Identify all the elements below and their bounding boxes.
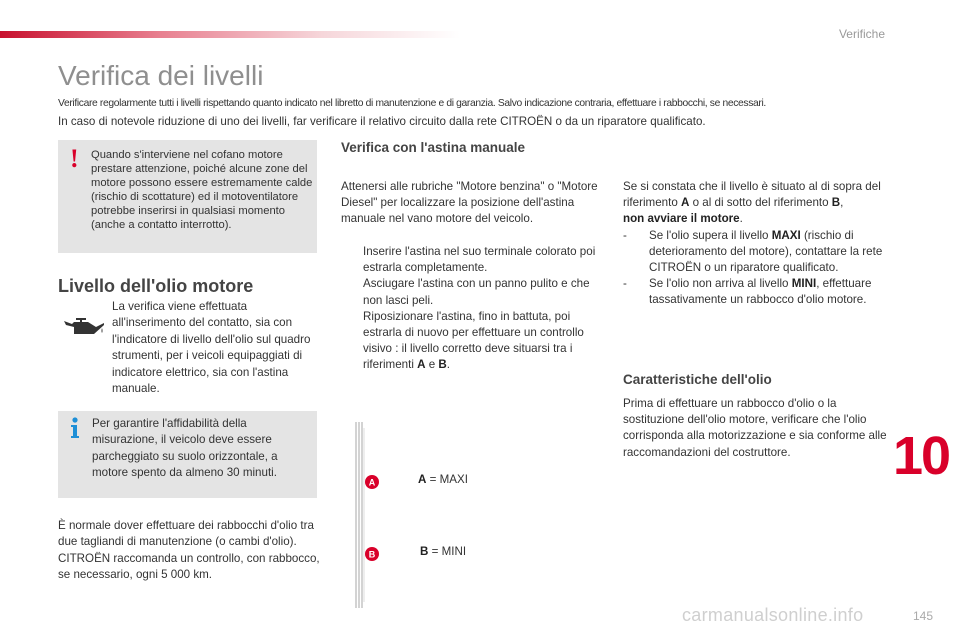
label-a-text: = MAXI bbox=[426, 473, 468, 486]
ref-a: A bbox=[681, 196, 690, 210]
step-text: Asciugare l'astina con un panno pulito e che non lasci peli. bbox=[363, 277, 590, 307]
label-mini bbox=[420, 545, 466, 558]
oil-can-icon bbox=[62, 315, 106, 337]
text-span: Se l'olio supera il livello bbox=[649, 228, 772, 242]
chapter-number: 10 bbox=[893, 426, 950, 486]
warning-bold: non avviare il motore bbox=[623, 212, 740, 226]
characteristics-title: Caratteristiche dell'olio bbox=[623, 372, 772, 387]
ref-b: B bbox=[438, 358, 447, 372]
list-item bbox=[341, 276, 611, 308]
text-span: . bbox=[739, 212, 743, 226]
list-item bbox=[623, 276, 888, 308]
right-column bbox=[623, 179, 888, 309]
text-span: Se si constata che il livello è situato al di sopra del riferimento bbox=[623, 180, 881, 210]
info-icon bbox=[68, 417, 82, 439]
dipstick-section-title: Verifica con l'astina manuale bbox=[341, 140, 526, 155]
intro-line-1: Verificare regolarmente tutti i livelli rispettando quanto indicato nel libretto di manutenzione e di garanzia. Salvo indicazione contraria, effettuare i rabbocchi, se necessari. bbox=[58, 98, 766, 109]
list-item bbox=[623, 228, 888, 277]
list-item bbox=[341, 309, 611, 374]
page-title: Verifica dei livelli bbox=[58, 60, 264, 91]
label-a-letter: A bbox=[418, 473, 427, 486]
badge-b bbox=[365, 547, 379, 561]
dipstick-steps bbox=[341, 244, 611, 374]
intro-line-2: In caso di notevole riduzione di uno dei livelli, far verificare il relativo circuito dalla rete CITROËN o da un riparatore qualificato. bbox=[58, 115, 706, 128]
watermark: carmanualsonline.info bbox=[682, 605, 864, 625]
ref-a: A bbox=[417, 358, 426, 372]
ref-and: e bbox=[425, 358, 439, 372]
level-actions bbox=[623, 228, 888, 309]
label-b-text: = MINI bbox=[428, 545, 467, 558]
exclamation-icon: ! bbox=[70, 144, 79, 173]
text-span: , effettuare tassativamente un rabbocco d'olio motore. bbox=[649, 277, 872, 307]
mini-label: MINI bbox=[791, 277, 817, 291]
warning-box bbox=[58, 140, 317, 253]
label-maxi bbox=[418, 473, 468, 486]
chapter-label: Verifiche bbox=[838, 27, 885, 41]
text-span: o al di sotto del riferimento bbox=[689, 196, 832, 210]
step-text: Riposizionare l'astina, fino in battuta, poi estrarla di nuovo per effettuare un controllo visivo : il livello corretto deve situarsi tra i riferimenti bbox=[363, 309, 584, 372]
badge-b-letter: B bbox=[368, 549, 376, 560]
oil-level-text: La verifica viene effettuata all'inserimento del contatto, sia con l'indicatore di livello dell'olio sul quadro strumenti, per i veicoli equipaggiati di indicatore elettrico, sia con l'astina manuale. bbox=[112, 300, 311, 396]
ref-end: . bbox=[446, 358, 451, 372]
info-box bbox=[58, 411, 317, 498]
warning-text: Quando s'interviene nel cofano motore prestare attenzione, poiché alcune zone del motore possono essere estremamente calde (rischio di scottature) ed il motoventilatore potrebbe inserirsi in qualsiasi momento (anche a contatto interrotto). bbox=[91, 149, 313, 231]
page-number: 145 bbox=[913, 609, 934, 623]
characteristics-text: Prima di effettuare un rabbocco d'olio o la sostituzione dell'olio motore, verificare che l'olio corrisponda alla motorizzazione e sia conforme alle raccomandazioni del costruttore. bbox=[623, 397, 887, 459]
info-text: Per garantire l'affidabilità della misurazione, il veicolo deve essere parcheggiato su suolo orizzontale, a motore spento da almeno 30 minuti. bbox=[92, 417, 278, 480]
label-b-letter: B bbox=[420, 545, 429, 558]
text-span: (rischio di deterioramento del motore), contattare la rete CITROËN o un riparatore qualificato. bbox=[649, 228, 883, 275]
text-span: Se l'olio non arriva al livello bbox=[649, 277, 792, 291]
dipstick-intro: Attenersi alle rubriche "Motore benzina" o "Motore Diesel" per localizzare la posizione dell'astina manuale nel vano motore del veicolo. bbox=[341, 180, 598, 226]
badge-a-letter: A bbox=[368, 477, 376, 488]
step-text: Inserire l'astina nel suo terminale colorato poi estrarla completamente. bbox=[363, 245, 596, 275]
normal-text: È normale dover effettuare dei rabbocchi d'olio tra due tagliandi di manutenzione (o cambi d'olio). CITROËN raccomanda un controllo, con rabbocco, se necessario, ogni 5 000 km. bbox=[58, 519, 320, 582]
header-stripe bbox=[0, 31, 460, 38]
badge-a bbox=[365, 475, 379, 489]
dipstick-illustration bbox=[350, 420, 380, 610]
dash-bullet: - bbox=[623, 228, 627, 242]
text-span: , bbox=[840, 196, 844, 210]
level-check-paragraph bbox=[623, 179, 888, 228]
list-item bbox=[341, 244, 611, 276]
maxi-label: MAXI bbox=[771, 228, 801, 242]
ref-b: B bbox=[831, 196, 841, 210]
oil-level-title: Livello dell'olio motore bbox=[58, 276, 254, 296]
dash-bullet: - bbox=[623, 277, 627, 291]
